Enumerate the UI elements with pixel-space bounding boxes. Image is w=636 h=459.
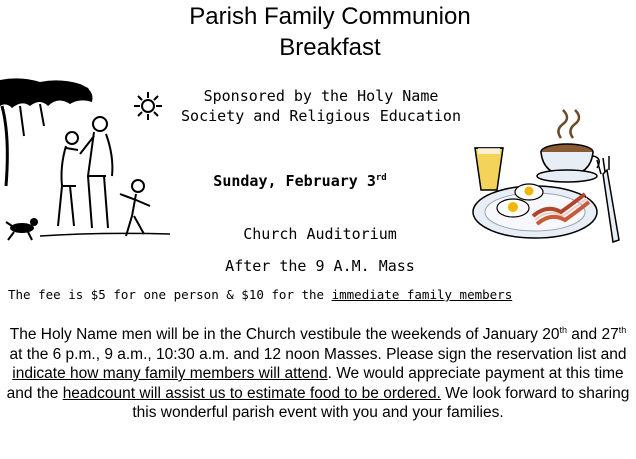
fork-icon xyxy=(597,156,619,242)
details-date-1-suffix: th xyxy=(559,324,567,335)
dog-figure xyxy=(6,218,38,240)
details-underline-1: indicate how many family members will attend xyxy=(12,365,328,382)
steam-icon xyxy=(558,110,579,138)
fee-underlined: immediate family members xyxy=(331,287,513,302)
details-text-3: at the 6 p.m., 9 a.m., 10:30 a.m. and 12 noon Masses. Please sign the reservation list and xyxy=(9,345,627,363)
child-figure xyxy=(120,180,150,236)
fee-line xyxy=(8,287,512,302)
details-text-1: The Holy Name men will be in the Church vestibule the weekends of January xyxy=(9,326,543,343)
event-location: Church Auditorium xyxy=(243,225,397,243)
event-date xyxy=(200,172,400,190)
tree-foliage xyxy=(0,78,93,108)
event-date-suffix: rd xyxy=(375,173,387,183)
details-underline-2: headcount will assist us to estimate food to be ordered. xyxy=(62,384,441,402)
details-date-1: 20 xyxy=(542,326,560,343)
details-paragraph xyxy=(4,325,632,423)
parents-figures xyxy=(58,117,112,228)
sun-icon xyxy=(134,92,162,120)
juice-glass-icon xyxy=(475,148,503,190)
details-text-5: We look forward to sharing this wonderful parish event with you and your families. xyxy=(132,384,630,421)
event-date-text: Sunday, February 3 xyxy=(213,172,376,190)
breakfast-clipart xyxy=(463,108,633,248)
event-time: After the 9 A.M. Mass xyxy=(225,257,415,275)
details-text-2: and 27 xyxy=(566,326,619,343)
family-clipart xyxy=(0,76,175,246)
tree-trunk xyxy=(2,106,7,186)
page-title-line1: Parish Family Communion xyxy=(189,3,471,30)
page-title-line2: Breakfast xyxy=(279,34,381,61)
sponsor-line2: Society and Religious Education xyxy=(181,107,461,125)
details-text-4: . We would appreciate payment at this time and the xyxy=(6,365,624,402)
sponsor-line1: Sponsored by the Holy Name xyxy=(203,87,439,105)
coffee-cup-icon xyxy=(537,144,599,182)
ground-line xyxy=(40,233,170,236)
details-date-2-suffix: th xyxy=(618,324,627,335)
fee-text: The fee is $5 for one person & $10 for the xyxy=(8,287,332,302)
